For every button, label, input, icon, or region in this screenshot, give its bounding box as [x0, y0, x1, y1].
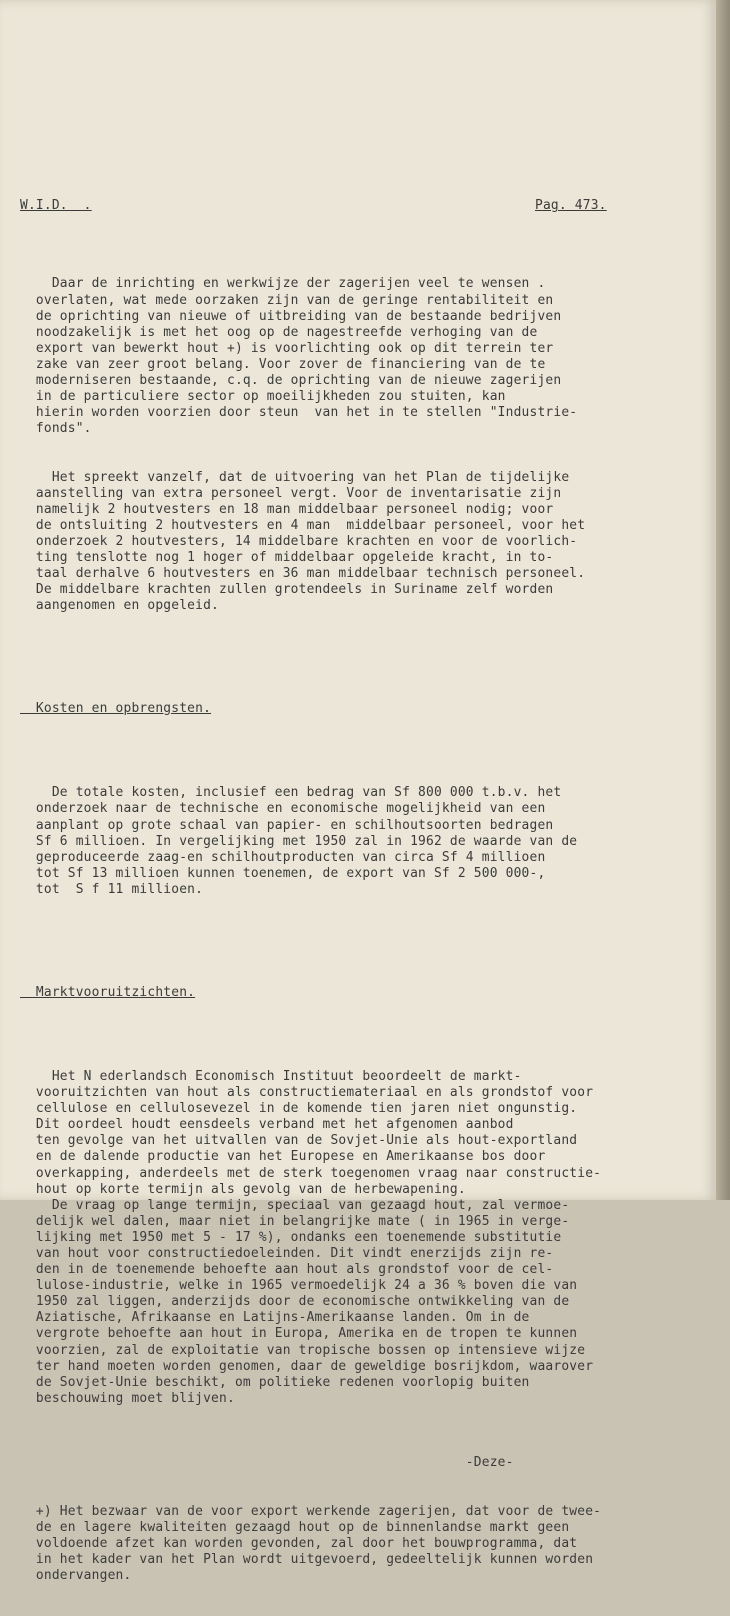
paragraph-zagerijen	[20, 276, 710, 437]
text-line: moderniseren bestaande, c.q. de oprichting van de nieuwe zagerijen	[20, 373, 562, 389]
heading-marktvooruitzichten: Marktvooruitzichten.	[20, 984, 196, 1000]
text-line: geproduceerde zaag-en schilhoutproducten van circa Sf 4 millioen	[20, 849, 546, 865]
heading-kosten: Kosten en opbrengsten.	[20, 700, 212, 716]
text-line: +) Het bezwaar van de voor export werkende zagerijen, dat voor de twee-	[20, 1503, 602, 1519]
text-line: voorzien, zal de exploitatie van tropische bossen op intensieve wijze	[20, 1342, 586, 1358]
text-line: ter hand moeten worden genomen, daar de geweldige bosrijkdom, waarover	[20, 1358, 594, 1374]
text-line: de en lagere kwaliteiten gezaagd hout op de binnenlandse markt geen	[20, 1519, 570, 1535]
paragraph-marktvooruitzichten	[20, 1069, 710, 1407]
text-line: ting tenslotte nog 1 hoger of middelbaar opgeleide kracht, in to-	[20, 550, 554, 566]
text-line: voldoende afzet kan worden gevonden, zal door het bouwprogramma, dat	[20, 1535, 578, 1551]
text-line: delijk wel dalen, maar niet in belangrijke mate ( in 1965 in verge-	[20, 1213, 570, 1229]
text-line: Sf 6 millioen. In vergelijking met 1950 zal in 1962 de waarde van de	[20, 833, 578, 849]
text-line: ondervangen.	[20, 1567, 132, 1583]
text-line: Aziatische, Afrikaanse en Latijns-Amerikaanse landen. Om in de	[20, 1310, 530, 1326]
text-line: den in de toenemende behoefte aan hout als grondstof voor de cel-	[20, 1262, 554, 1278]
page-edge	[716, 0, 730, 1200]
text-line: Het N ederlandsch Economisch Instituut beoordeelt de markt-	[20, 1068, 522, 1084]
text-line: taal derhalve 6 houtvesters en 36 man middelbaar technisch personeel.	[20, 566, 586, 582]
text-line: De middelbare krachten zullen grotendeels in Suriname zelf worden	[20, 582, 554, 598]
text-line: van hout voor constructiedoeleinden. Dit vindt enerzijds zijn re-	[20, 1246, 554, 1261]
text-line: tot S f 11 millioen.	[20, 881, 204, 897]
typed-text-block	[20, 162, 710, 1616]
text-line: aangenomen en opgeleid.	[20, 598, 220, 614]
text-line: De totale kosten, inclusief een bedrag van Sf 800 000 t.b.v. het	[20, 785, 562, 801]
paragraph-personeel	[20, 470, 710, 615]
text-line: in het kader van het Plan wordt uitgevoerd, gedeeltelijk kunnen worden	[20, 1551, 594, 1567]
text-line: De vraag op lange termijn, speciaal van gezaagd hout, zal vermoe-	[20, 1197, 570, 1213]
text-line: 1950 zal liggen, anderzijds door de economische ontwikkeling van de	[20, 1294, 570, 1310]
text-line: Daar de inrichting en werkwijze der zagerijen veel te wensen .	[20, 276, 546, 292]
text-line: beschouwing moet blijven.	[20, 1390, 235, 1406]
text-line: overkapping, anderdeels met de sterk toegenomen vraag naar constructie-	[20, 1165, 602, 1181]
page-header	[20, 194, 710, 228]
text-line: aanplant op grote schaal van papier- en schilhoutsoorten bedragen	[20, 817, 554, 833]
text-line: noodzakelijk is met het oog op de nagestreefde verhoging van de	[20, 324, 538, 340]
text-line: overlaten, wat mede oorzaken zijn van de geringe rentabiliteit en	[20, 292, 554, 308]
text-line: en de dalende productie van het Europese en Amerikaanse bos door	[20, 1149, 546, 1165]
text-line: de Sovjet-Unie beschikt, om politieke redenen voorlopig buiten	[20, 1374, 530, 1390]
text-line: Het spreekt vanzelf, dat de uitvoering van het Plan de tijdelijke	[20, 469, 570, 485]
text-line: aanstelling van extra personeel vergt. Voor de inventarisatie zijn	[20, 485, 562, 501]
text-line: lijking met 1950 met 5 - 17 %), ondanks een toenemende substitutie	[20, 1229, 562, 1245]
text-line: fonds".	[20, 421, 92, 437]
footnote	[20, 1504, 710, 1584]
header-left: W.I.D. .	[20, 198, 92, 214]
text-line: de ontsluiting 2 houtvesters en 4 man middelbaar personeel, voor het	[20, 517, 586, 533]
text-line: ten gevolge van het uitvallen van de Sovjet-Unie als hout-exportland	[20, 1133, 578, 1149]
continuation-marker: -Deze-	[20, 1455, 514, 1471]
text-line: vooruitzichten van hout als constructiemateriaal en als grondstof voor	[20, 1085, 594, 1101]
text-line: vergrote behoefte aan hout in Europa, Amerika en de tropen te kunnen	[20, 1326, 578, 1342]
text-line: hout op korte termijn als gevolg van de herbewapening.	[20, 1181, 466, 1197]
text-line: export van bewerkt hout +) is voorlichting ook op dit terrein ter	[20, 340, 554, 356]
text-line: namelijk 2 houtvesters en 18 man middelbaar personeel nodig; voor	[20, 501, 554, 517]
text-line: Dit oordeel houdt eensdeels verband met het afgenomen aanbod	[20, 1117, 514, 1133]
text-line: cellulose en cellulosevezel in de komende tien jaren niet ongunstig.	[20, 1101, 578, 1117]
text-line: onderzoek naar de technische en economische mogelijkheid van een	[20, 801, 546, 817]
text-line: onderzoek 2 houtvesters, 14 middelbare krachten en voor de voorlich-	[20, 533, 578, 549]
text-line: lulose-industrie, welke in 1965 vermoedelijk 24 a 36 % boven die van	[20, 1278, 578, 1294]
page-number: Pag. 473.	[535, 198, 607, 214]
text-line: in de particuliere sector op moeilijkheden zou stuiten, kan	[20, 389, 506, 405]
paragraph-kosten	[20, 785, 710, 898]
text-line: de oprichting van nieuwe of uitbreiding van de bestaande bedrijven	[20, 308, 562, 324]
text-line: tot Sf 13 millioen kunnen toenemen, de export van Sf 2 500 000-,	[20, 865, 546, 881]
text-line: hierin worden voorzien door steun van het in te stellen "Industrie-	[20, 405, 578, 421]
text-line: zake van zeer groot belang. Voor zover de financiering van de te	[20, 356, 546, 372]
